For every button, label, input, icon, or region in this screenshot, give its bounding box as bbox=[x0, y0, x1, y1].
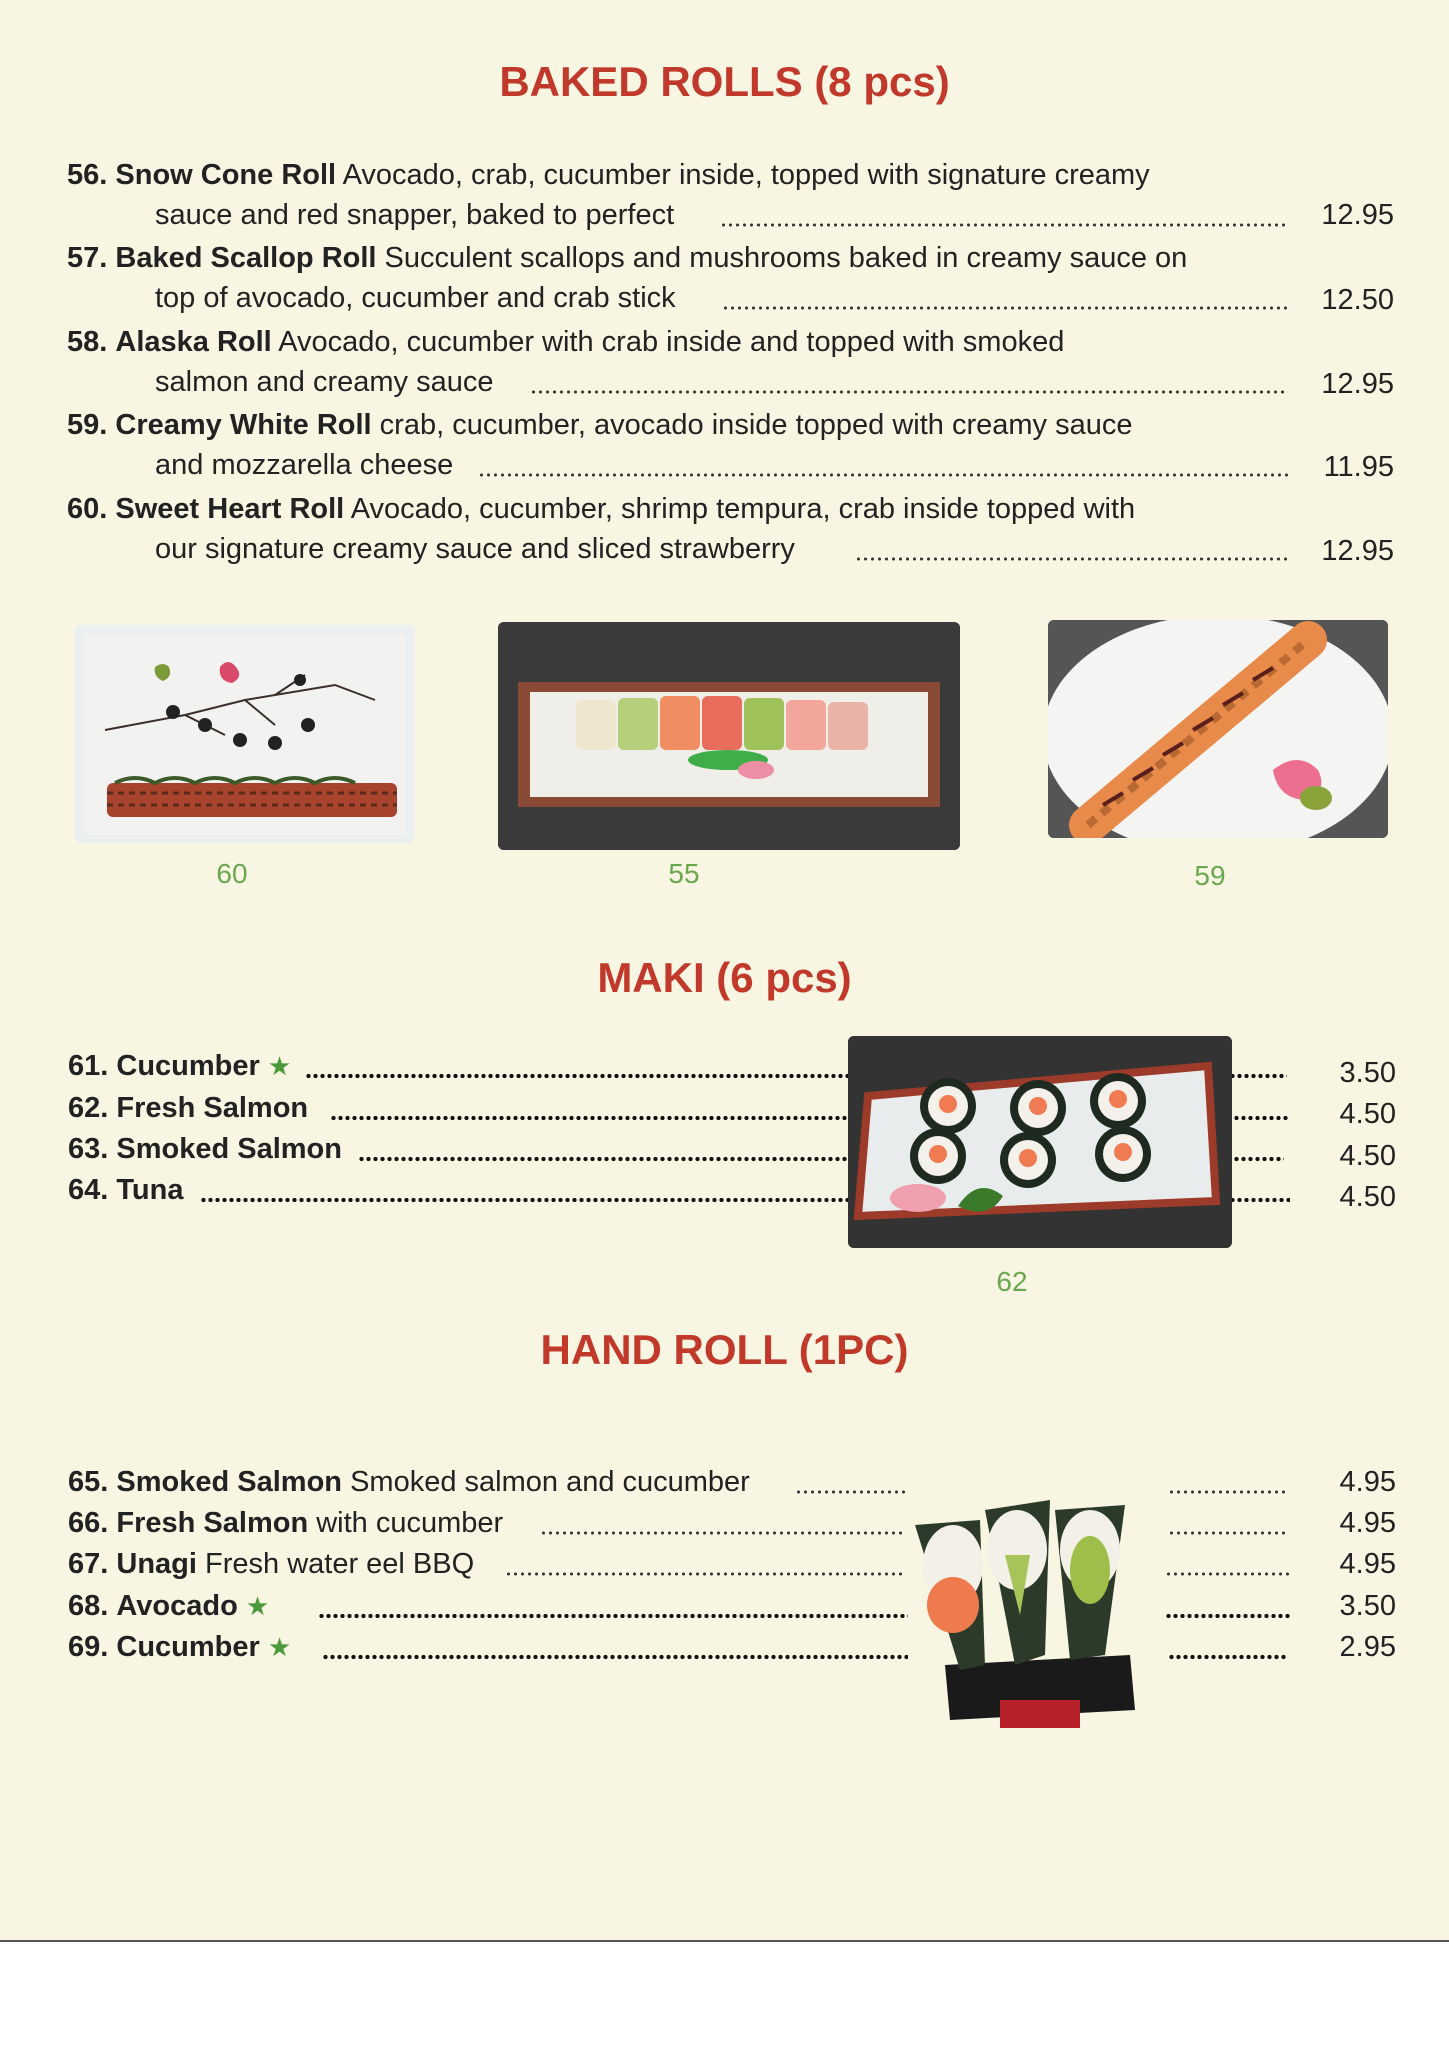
sushi-plate-image bbox=[75, 625, 415, 843]
menu-item-58-line1 bbox=[67, 322, 1064, 362]
star-icon: ★ bbox=[267, 1632, 292, 1662]
leader-dots bbox=[1165, 1613, 1290, 1619]
item-description: Fresh water eel BBQ bbox=[205, 1548, 475, 1580]
item-name: 64. Tuna bbox=[68, 1174, 184, 1206]
hand-item-68 bbox=[68, 1586, 269, 1626]
menu-item-60-line1 bbox=[67, 489, 1135, 529]
item-description: crab, cucumber, avocado inside topped with creamy sauce bbox=[379, 409, 1133, 441]
leader-dots bbox=[722, 305, 1288, 311]
menu-item-57-line1 bbox=[67, 238, 1187, 278]
photo-caption: 55 bbox=[668, 858, 700, 889]
item-number: 65. bbox=[68, 1466, 109, 1498]
item-price: 12.95 bbox=[1321, 199, 1394, 231]
item-number: 67. bbox=[68, 1548, 109, 1580]
hand-item-66 bbox=[68, 1503, 503, 1543]
hand-roll-heading: HAND ROLL (1PC) bbox=[540, 1326, 909, 1373]
menu-item-57-line2: top of avocado, cucumber and crab stick bbox=[155, 282, 676, 314]
leader-dots bbox=[855, 556, 1288, 562]
hand-item-67 bbox=[68, 1544, 474, 1584]
sushi-plate-image bbox=[498, 622, 960, 850]
item-name: Sweet Heart Roll bbox=[115, 493, 345, 525]
item-price: 12.95 bbox=[1321, 368, 1394, 400]
leader-dots bbox=[322, 1654, 908, 1660]
photo-roll-55 bbox=[498, 622, 960, 850]
item-name: Snow Cone Roll bbox=[115, 159, 337, 191]
leader-dots bbox=[530, 389, 1288, 395]
item-name: 61. Cucumber bbox=[68, 1050, 260, 1082]
item-price: 4.50 bbox=[1339, 1098, 1396, 1130]
baked-rolls-heading: BAKED ROLLS (8 pcs) bbox=[499, 58, 950, 105]
photo-hand-rolls bbox=[905, 1495, 1160, 1735]
item-name: Alaska Roll bbox=[115, 326, 272, 358]
item-description: Smoked salmon and cucumber bbox=[350, 1466, 750, 1498]
leader-dots bbox=[795, 1489, 905, 1495]
item-description: Avocado, cucumber with crab inside and topped with smoked bbox=[278, 326, 1065, 358]
photo-caption: 62 bbox=[996, 1266, 1028, 1297]
menu-item-56-line2: sauce and red snapper, baked to perfect bbox=[155, 199, 675, 231]
item-description: Succulent scallops and mushrooms baked in creamy sauce on bbox=[384, 242, 1188, 274]
maki-plate-image bbox=[848, 1036, 1232, 1248]
item-number: 56. bbox=[67, 159, 108, 191]
menu-item-59-line2: and mozzarella cheese bbox=[155, 449, 454, 481]
menu-item-60-line2: our signature creamy sauce and sliced strawberry bbox=[155, 533, 795, 565]
leader-dots bbox=[1168, 1654, 1286, 1660]
item-name: Fresh Salmon bbox=[116, 1507, 309, 1539]
sushi-plate-image bbox=[1048, 620, 1388, 838]
leader-dots bbox=[1168, 1530, 1286, 1536]
item-price: 12.95 bbox=[1321, 535, 1394, 567]
hand-roll-image bbox=[905, 1495, 1160, 1735]
leader-dots bbox=[1168, 1489, 1286, 1495]
item-price: 4.95 bbox=[1339, 1466, 1396, 1498]
item-price: 12.50 bbox=[1321, 284, 1394, 316]
item-price: 11.95 bbox=[1323, 451, 1394, 483]
photo-maki-62 bbox=[848, 1036, 1232, 1248]
item-price: 3.50 bbox=[1339, 1057, 1396, 1089]
menu-item-56-line1 bbox=[67, 155, 1150, 195]
maki-item-63 bbox=[68, 1129, 342, 1169]
menu-item-59-line1 bbox=[67, 405, 1132, 445]
photo-caption: 59 bbox=[1194, 860, 1226, 891]
item-name: Baked Scallop Roll bbox=[115, 242, 377, 274]
photo-roll-59 bbox=[1048, 620, 1388, 838]
item-number: 60. bbox=[67, 493, 108, 525]
leader-dots bbox=[720, 222, 1288, 228]
hand-item-69 bbox=[68, 1627, 291, 1667]
item-name: Creamy White Roll bbox=[115, 409, 372, 441]
item-price: 2.95 bbox=[1339, 1631, 1396, 1663]
maki-heading: MAKI (6 pcs) bbox=[597, 954, 852, 1001]
item-number: 66. bbox=[68, 1507, 109, 1539]
leader-dots bbox=[505, 1571, 905, 1577]
item-name: Cucumber bbox=[116, 1631, 260, 1663]
photo-caption: 60 bbox=[216, 858, 248, 889]
leader-dots bbox=[318, 1613, 908, 1619]
item-name: 62. Fresh Salmon bbox=[68, 1092, 309, 1124]
photo-roll-60 bbox=[75, 625, 415, 843]
item-price: 3.50 bbox=[1339, 1590, 1396, 1622]
item-name: Smoked Salmon bbox=[116, 1466, 343, 1498]
leader-dots bbox=[478, 472, 1288, 478]
item-description: Avocado, crab, cucumber inside, topped with signature creamy bbox=[342, 159, 1150, 191]
item-number: 57. bbox=[67, 242, 108, 274]
leader-dots bbox=[540, 1530, 905, 1536]
menu-item-58-line2: salmon and creamy sauce bbox=[155, 366, 494, 398]
item-name: Unagi bbox=[116, 1548, 197, 1580]
item-price: 4.50 bbox=[1339, 1140, 1396, 1172]
star-icon: ★ bbox=[245, 1591, 270, 1621]
item-name: 63. Smoked Salmon bbox=[68, 1133, 342, 1165]
item-description: Avocado, cucumber, shrimp tempura, crab inside topped with bbox=[350, 493, 1136, 525]
item-number: 68. bbox=[68, 1590, 109, 1622]
star-icon: ★ bbox=[267, 1051, 292, 1081]
maki-item-61 bbox=[68, 1046, 291, 1086]
item-number: 58. bbox=[67, 326, 108, 358]
item-price: 4.95 bbox=[1339, 1548, 1396, 1580]
item-price: 4.95 bbox=[1339, 1507, 1396, 1539]
hand-item-65 bbox=[68, 1462, 750, 1502]
item-number: 59. bbox=[67, 409, 108, 441]
item-price: 4.50 bbox=[1339, 1181, 1396, 1213]
item-description: with cucumber bbox=[316, 1507, 504, 1539]
item-name: Avocado bbox=[116, 1590, 238, 1622]
leader-dots bbox=[1165, 1571, 1290, 1577]
item-number: 69. bbox=[68, 1631, 109, 1663]
maki-item-62 bbox=[68, 1088, 308, 1128]
maki-item-64 bbox=[68, 1170, 184, 1210]
